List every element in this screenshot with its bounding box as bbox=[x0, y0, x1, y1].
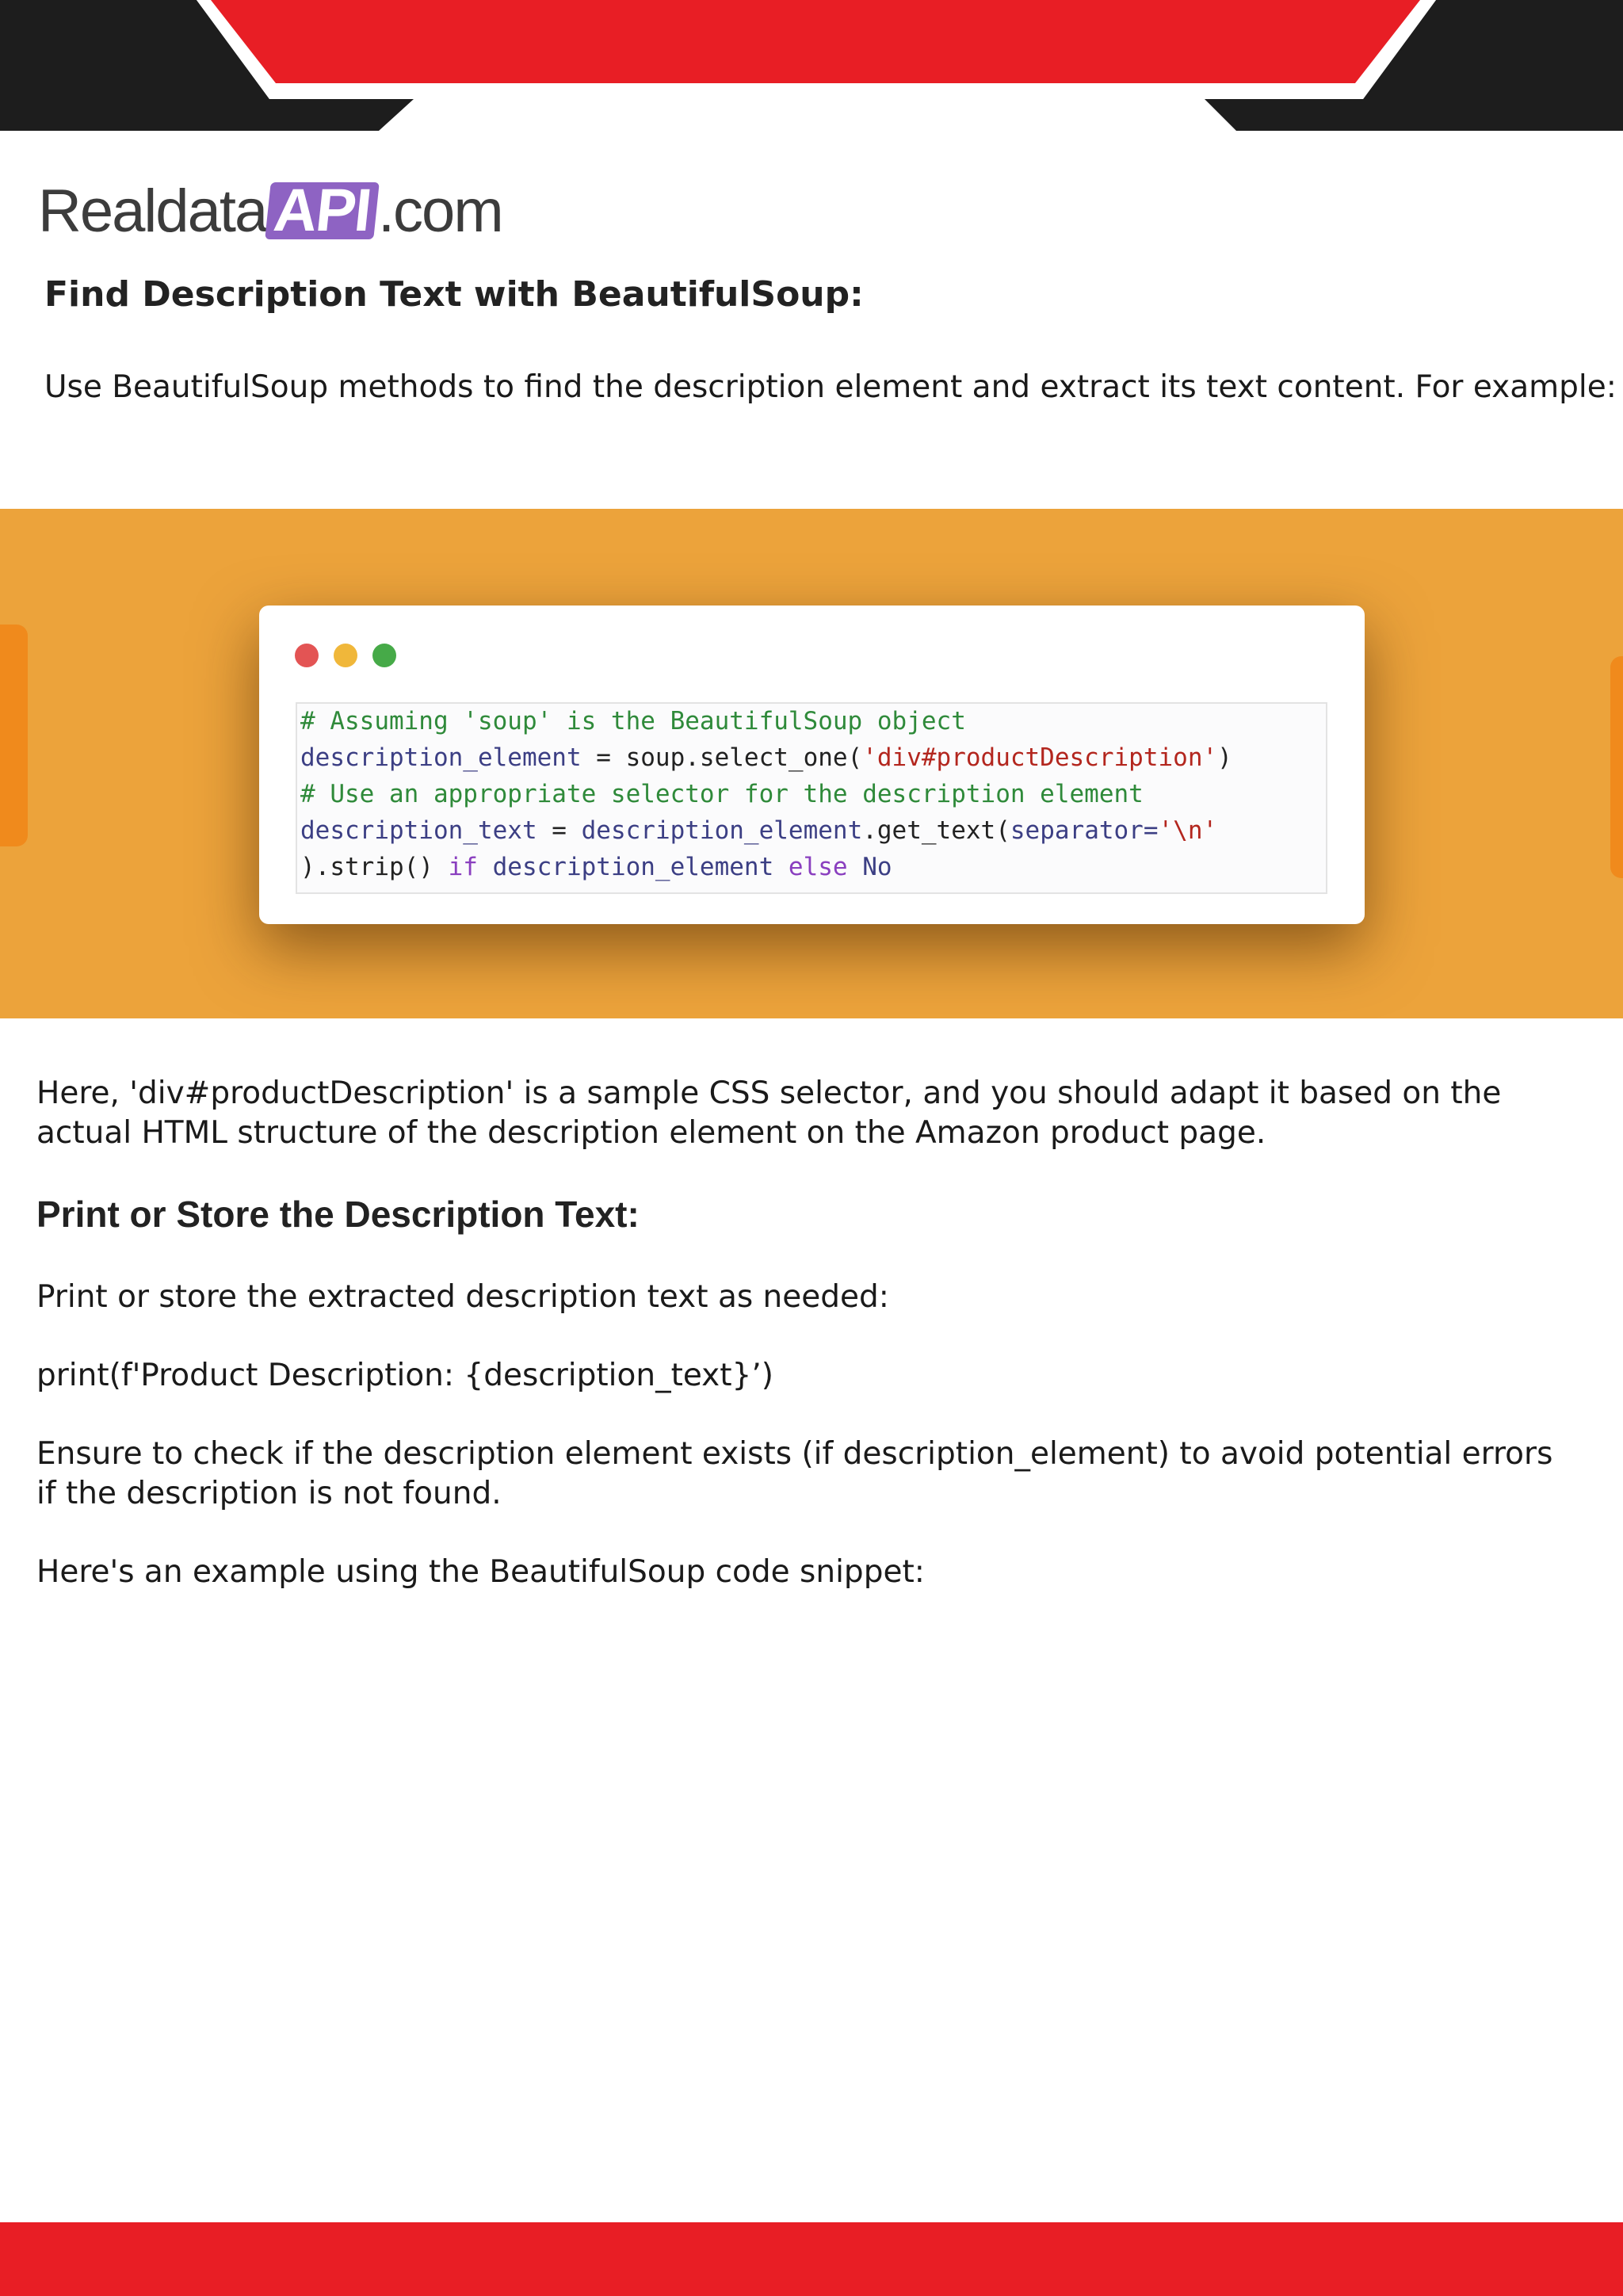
footer-band bbox=[0, 2222, 1623, 2296]
window-maximize-dot bbox=[372, 644, 396, 667]
check-existence-paragraph: Ensure to check if the description element exists (if description_element) to avoid potential errors if the description is not found. bbox=[36, 1436, 1553, 1511]
code-variable: description_element bbox=[300, 743, 582, 772]
code-text: = bbox=[537, 816, 582, 845]
code-text: .get_text( bbox=[862, 816, 1010, 845]
code-variable: description_text bbox=[300, 816, 537, 845]
banner-tab-left bbox=[0, 625, 28, 846]
realdataapi-logo bbox=[38, 176, 502, 246]
intro-paragraph: Use BeautifulSoup methods to find the description element and extract its text content. For example: bbox=[44, 369, 1617, 405]
print-store-paragraph: Print or store the extracted description text as needed: bbox=[36, 1279, 889, 1315]
example-intro-paragraph: Here's an example using the BeautifulSoup code snippet: bbox=[36, 1554, 925, 1590]
code-string: 'div#productDescription' bbox=[862, 743, 1218, 772]
code-text: ) bbox=[1217, 743, 1232, 772]
banner-tab-right bbox=[1610, 656, 1623, 878]
code-line-2 bbox=[300, 743, 1232, 772]
code-example-banner bbox=[0, 509, 1623, 1018]
window-close-dot bbox=[295, 644, 319, 667]
section-heading-print-store: Print or Store the Description Text: bbox=[36, 1194, 640, 1235]
code-keyword: else bbox=[788, 853, 848, 881]
window-minimize-dot bbox=[334, 644, 357, 667]
code-variable: No bbox=[847, 853, 892, 881]
section-heading-find-description: Find Description Text with BeautifulSoup: bbox=[44, 274, 864, 315]
code-argument: separator= bbox=[1010, 816, 1159, 845]
code-line-4 bbox=[300, 816, 1217, 845]
code-line-1 bbox=[300, 707, 966, 735]
code-text: ).strip() bbox=[300, 853, 449, 881]
code-string: '\n' bbox=[1158, 816, 1218, 845]
code-comment: # Use an appropriate selector for the description element bbox=[300, 780, 1144, 808]
header-decoration bbox=[0, 0, 1623, 131]
logo-suffix: .com bbox=[377, 177, 502, 245]
code-comment: # Assuming 'soup' is the BeautifulSoup object bbox=[300, 707, 966, 735]
code-block bbox=[296, 702, 1327, 894]
code-window bbox=[259, 606, 1365, 924]
logo-prefix: Realdata bbox=[38, 177, 267, 245]
code-variable: description_element bbox=[477, 853, 789, 881]
code-keyword: if bbox=[448, 853, 478, 881]
code-line-5 bbox=[300, 853, 892, 881]
code-text: = soup.select_one( bbox=[581, 743, 863, 772]
print-statement-paragraph: print(f'Product Description: {description_text}’) bbox=[36, 1358, 773, 1393]
code-line-3 bbox=[300, 780, 1144, 808]
selector-explanation-paragraph: Here, 'div#productDescription' is a sample CSS selector, and you should adapt it based on the actual HTML structure of the description element on the Amazon product page. bbox=[36, 1075, 1502, 1151]
code-variable: description_element bbox=[581, 816, 863, 845]
logo-api-badge: API bbox=[265, 182, 379, 239]
